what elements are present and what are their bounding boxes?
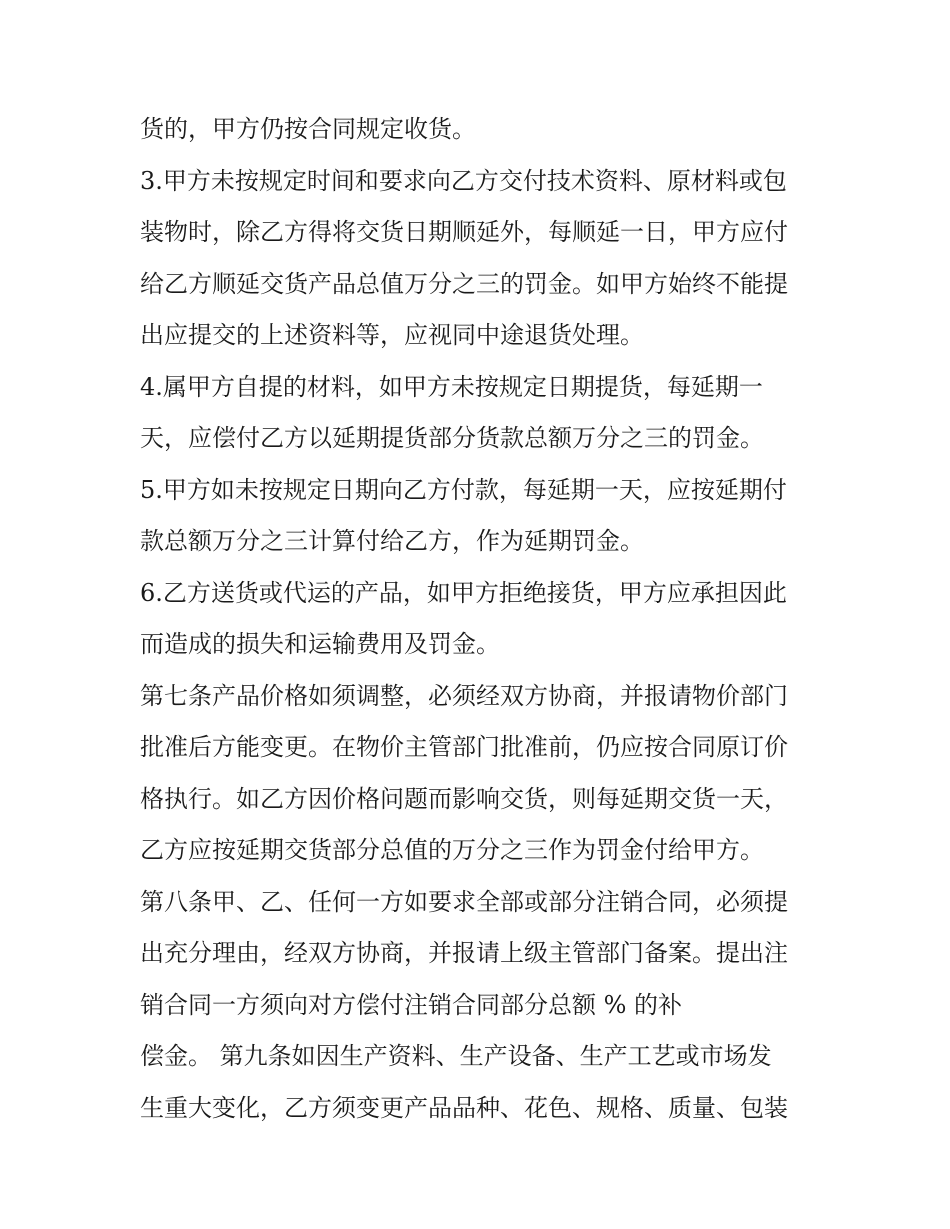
text-line: 出应提交的上述资料等，应视同中途退货处理。 — [140, 321, 644, 349]
text-line: 生重大变化，乙方须变更产品品种、花色、规格、质量、包装 — [140, 1093, 788, 1122]
text-line: 批准后方能变更。在物价主管部门批准前，仍应按合同原订价 — [140, 733, 788, 761]
text-line: 第七条产品价格如须调整，必须经双方协商，并报请物价部门 — [140, 681, 788, 710]
text-line: 乙方应按延期交货部分总值的万分之三作为罚金付给甲方。 — [140, 836, 764, 864]
text-line: 6.乙方送货或代运的产品，如甲方拒绝接货，甲方应承担因此 — [140, 578, 787, 607]
text-line: 天，应偿付乙方以延期提货部分货款总额万分之三的罚金。 — [140, 424, 764, 452]
text-line: 销合同一方须向对方偿付注销合同部分总额 % 的补 — [140, 990, 683, 1019]
text-line: 而造成的损失和运输费用及罚金。 — [140, 630, 500, 658]
contract-text — [140, 104, 830, 1134]
text-line: 5.甲方如未按规定日期向乙方付款，每延期一天，应按延期付 — [140, 475, 787, 504]
text-line: 3.甲方未按规定时间和要求向乙方交付技术资料、原材料或包 — [140, 166, 787, 195]
text-line: 货的，甲方仍按合同规定收货。 — [140, 115, 476, 143]
text-line: 给乙方顺延交货产品总值万分之三的罚金。如甲方始终不能提 — [140, 269, 788, 298]
text-line: 出充分理由，经双方协商，并报请上级主管部门备案。提出注 — [140, 939, 788, 967]
text-line: 装物时，除乙方得将交货日期顺延外，每顺延一日，甲方应付 — [140, 218, 788, 246]
text-line: 4.属甲方自提的材料，如甲方未按规定日期提货，每延期一 — [140, 372, 763, 401]
text-line: 款总额万分之三计算付给乙方，作为延期罚金。 — [140, 527, 644, 555]
text-line: 格执行。如乙方因价格问题而影响交货，则每延期交货一天， — [140, 784, 788, 813]
text-line: 偿金。 第九条如因生产资料、生产设备、生产工艺或市场发 — [140, 1042, 772, 1070]
text-line: 第八条甲、乙、任何一方如要求全部或部分注销合同，必须提 — [140, 887, 788, 916]
